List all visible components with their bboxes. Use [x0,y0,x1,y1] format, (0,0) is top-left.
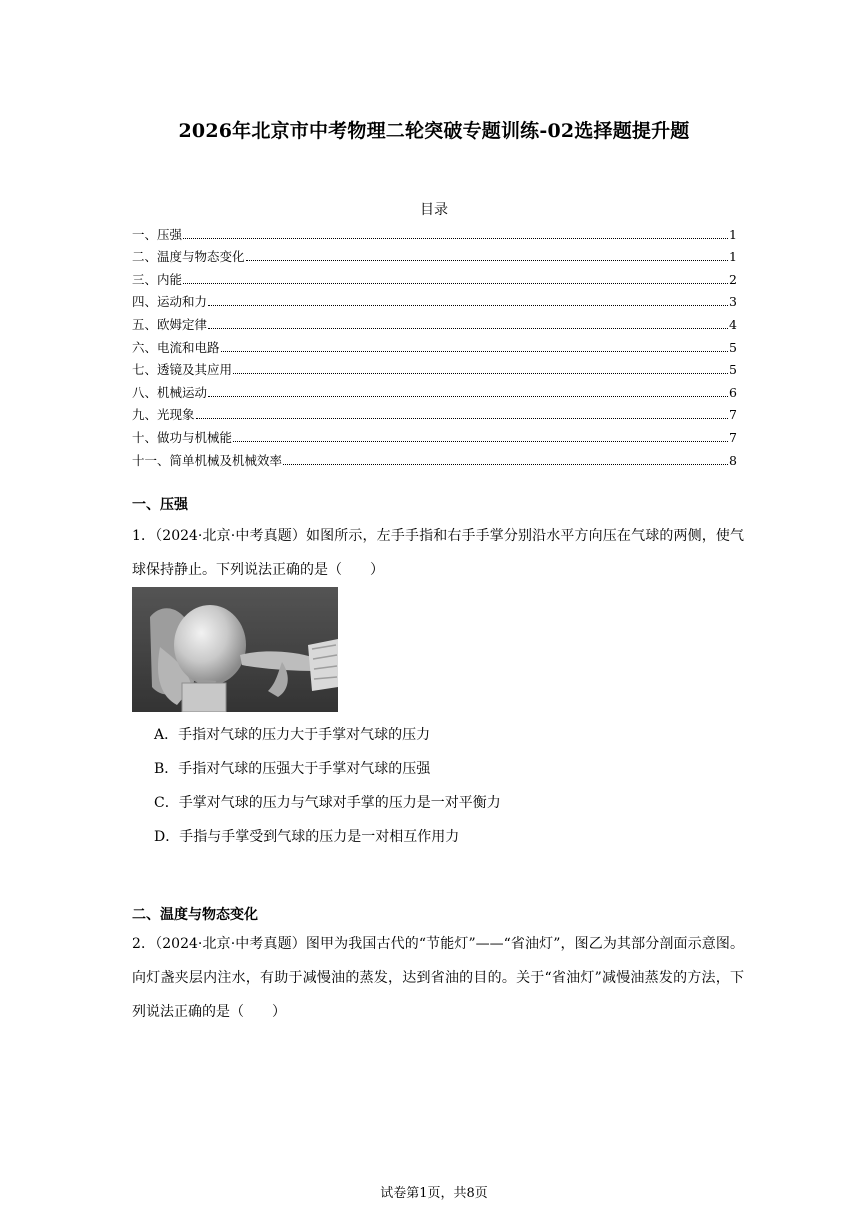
toc-item-label: 八、机械运动 [132,384,208,400]
question-1-options [154,722,501,858]
toc-item-label: 七、透镜及其应用 [132,362,233,378]
toc-item-label: 二、温度与物态变化 [132,249,245,265]
toc-item[interactable] [132,446,737,469]
section-heading-pressure: 一、压强 [132,497,188,513]
toc-item-page: 3 [729,294,737,310]
option-c[interactable]: C．手掌对气球的压力与气球对手掌的压力是一对平衡力 [154,795,501,811]
toc-item-label: 六、电流和电路 [132,339,220,355]
document-title: 2026年北京市中考物理二轮突破专题训练-02选择题提升题 [178,120,690,142]
toc-item[interactable] [132,265,737,288]
toc-item-page: 7 [729,407,737,423]
toc-item[interactable] [132,243,737,266]
toc-item[interactable] [132,378,737,401]
toc-item-label: 十一、简单机械及机械效率 [132,452,283,468]
toc-leader-dots [246,260,729,261]
question-1-stem: 1．（2024·北京·中考真题）如图所示，左手手指和右手手掌分别沿水平方向压在气球的两侧，使气球保持静止。下列说法正确的是（ ） [132,528,744,578]
option-b[interactable]: B．手指对气球的压强大于手掌对气球的压强 [154,761,431,777]
toc-leader-dots [208,328,728,329]
toc-leader-dots [233,373,728,374]
toc-leader-dots [183,283,728,284]
toc-item-page: 4 [729,316,737,332]
toc-leader-dots [196,418,729,419]
toc-item-label: 四、运动和力 [132,294,208,310]
toc-item-label: 九、光现象 [132,407,195,423]
option-a[interactable]: A．手指对气球的压力大于手掌对气球的压力 [154,727,431,743]
toc-item-page: 1 [729,249,737,265]
toc-item[interactable] [132,356,737,379]
toc-leader-dots [233,441,728,442]
toc-item-label: 一、压强 [132,226,183,242]
toc-item-page: 2 [729,271,737,287]
toc-leader-dots [221,351,729,352]
option-d[interactable]: D．手指与手掌受到气球的压力是一对相互作用力 [154,829,460,845]
toc-item-page: 5 [729,339,737,355]
toc-leader-dots [208,396,728,397]
toc-item[interactable] [132,288,737,311]
toc-item-page: 8 [729,452,737,468]
toc-item[interactable] [132,401,737,424]
toc-leader-dots [208,305,728,306]
table-of-contents [132,220,737,469]
toc-leader-dots [183,238,728,239]
question-2-stem: 2．（2024·北京·中考真题）图甲为我国古代的“节能灯”——“省油灯”，图乙为其部分剖面示意图。向灯盏夹层内注水，有助于减慢油的蒸发，达到省油的目的。关于“省油灯”减慢油蒸发的方法，下列说法正确的是（ ） [132,936,744,1020]
toc-heading: 目录 [420,202,448,218]
toc-item-page: 7 [729,429,737,445]
toc-leader-dots [283,464,728,465]
balloon-hands-photo [132,587,338,712]
toc-item-page: 6 [729,384,737,400]
section-heading-temperature: 二、温度与物态变化 [132,907,258,923]
toc-item-label: 十、做功与机械能 [132,429,233,445]
toc-item[interactable] [132,333,737,356]
toc-item[interactable] [132,220,737,243]
page-footer: 试卷第1页，共8页 [380,1186,488,1201]
toc-item-page: 5 [729,362,737,378]
toc-item-page: 1 [729,226,737,242]
toc-item[interactable] [132,310,737,333]
toc-item-label: 三、内能 [132,271,183,287]
toc-item[interactable] [132,423,737,446]
toc-item-label: 五、欧姆定律 [132,316,208,332]
